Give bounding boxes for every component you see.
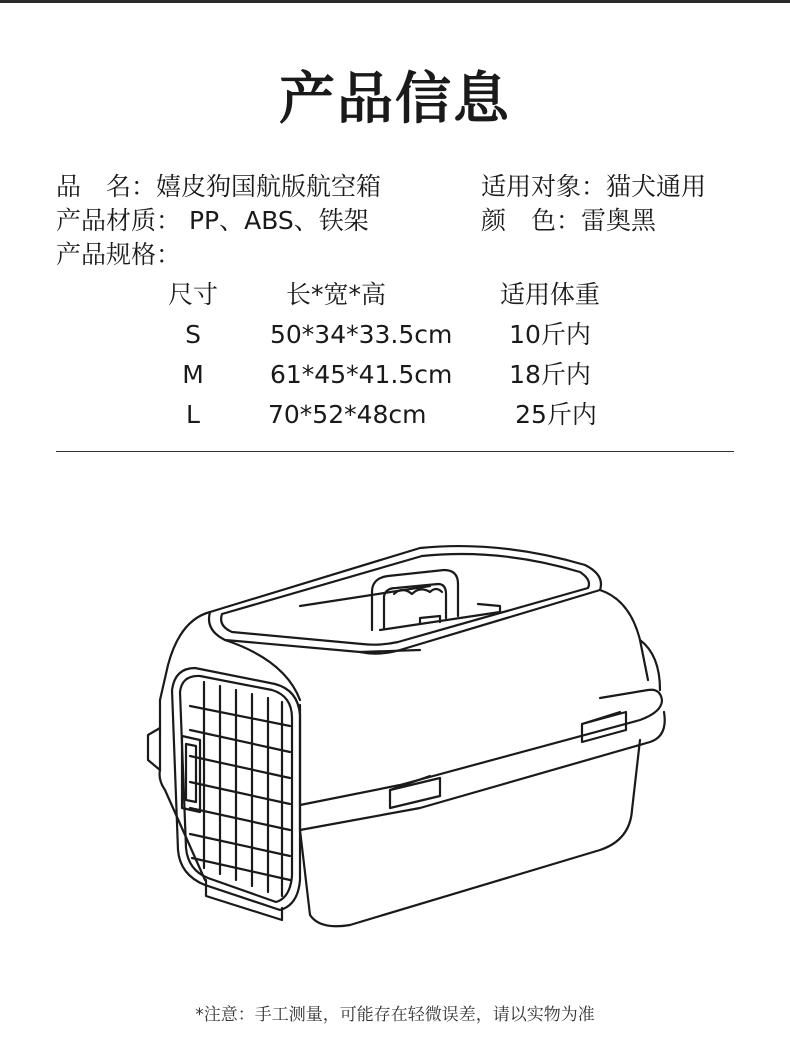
spec-header-dimensions: 长*宽*高: [286, 280, 387, 309]
spec-row-s-size: S: [185, 320, 201, 349]
pet-carrier-illustration: [120, 520, 680, 940]
spec-row-m-size: M: [182, 360, 204, 389]
spec-header-size: 尺寸: [168, 280, 219, 309]
spec-row-l-weight: 25斤内: [515, 400, 597, 429]
spec-label: 产品规格：: [56, 240, 182, 269]
target-label: 适用对象：: [481, 172, 607, 201]
product-name-label: 品 名：: [56, 172, 157, 201]
spec-row-l-dimensions: 70*52*48cm: [268, 400, 427, 429]
spec-row-s-dimensions: 50*34*33.5cm: [270, 320, 453, 349]
spec-row-l-size: L: [186, 400, 200, 429]
target-value: 猫犬通用: [606, 172, 707, 201]
measurement-note: *注意：手工测量，可能存在轻微误差，请以实物为准: [195, 1005, 595, 1025]
spec-row-m-dimensions: 61*45*41.5cm: [270, 360, 453, 389]
spec-header-weight: 适用体重: [499, 280, 600, 309]
material-value: PP、ABS、铁架: [181, 206, 369, 235]
material-row: [56, 208, 369, 233]
page-title: 产品信息: [279, 67, 511, 132]
top-border-line: [0, 0, 790, 3]
product-name-row: [56, 174, 381, 199]
spec-row-s-weight: 10斤内: [509, 320, 591, 349]
section-divider: [56, 451, 734, 452]
color-value: 雷奥黑: [581, 206, 657, 235]
product-name-value: 嬉皮狗国航版航空箱: [156, 172, 382, 201]
material-label: 产品材质：: [56, 206, 182, 235]
color-label: 颜 色：: [481, 206, 582, 235]
color-row: [481, 208, 656, 233]
target-row: [481, 174, 706, 199]
spec-row-m-weight: 18斤内: [509, 360, 591, 389]
